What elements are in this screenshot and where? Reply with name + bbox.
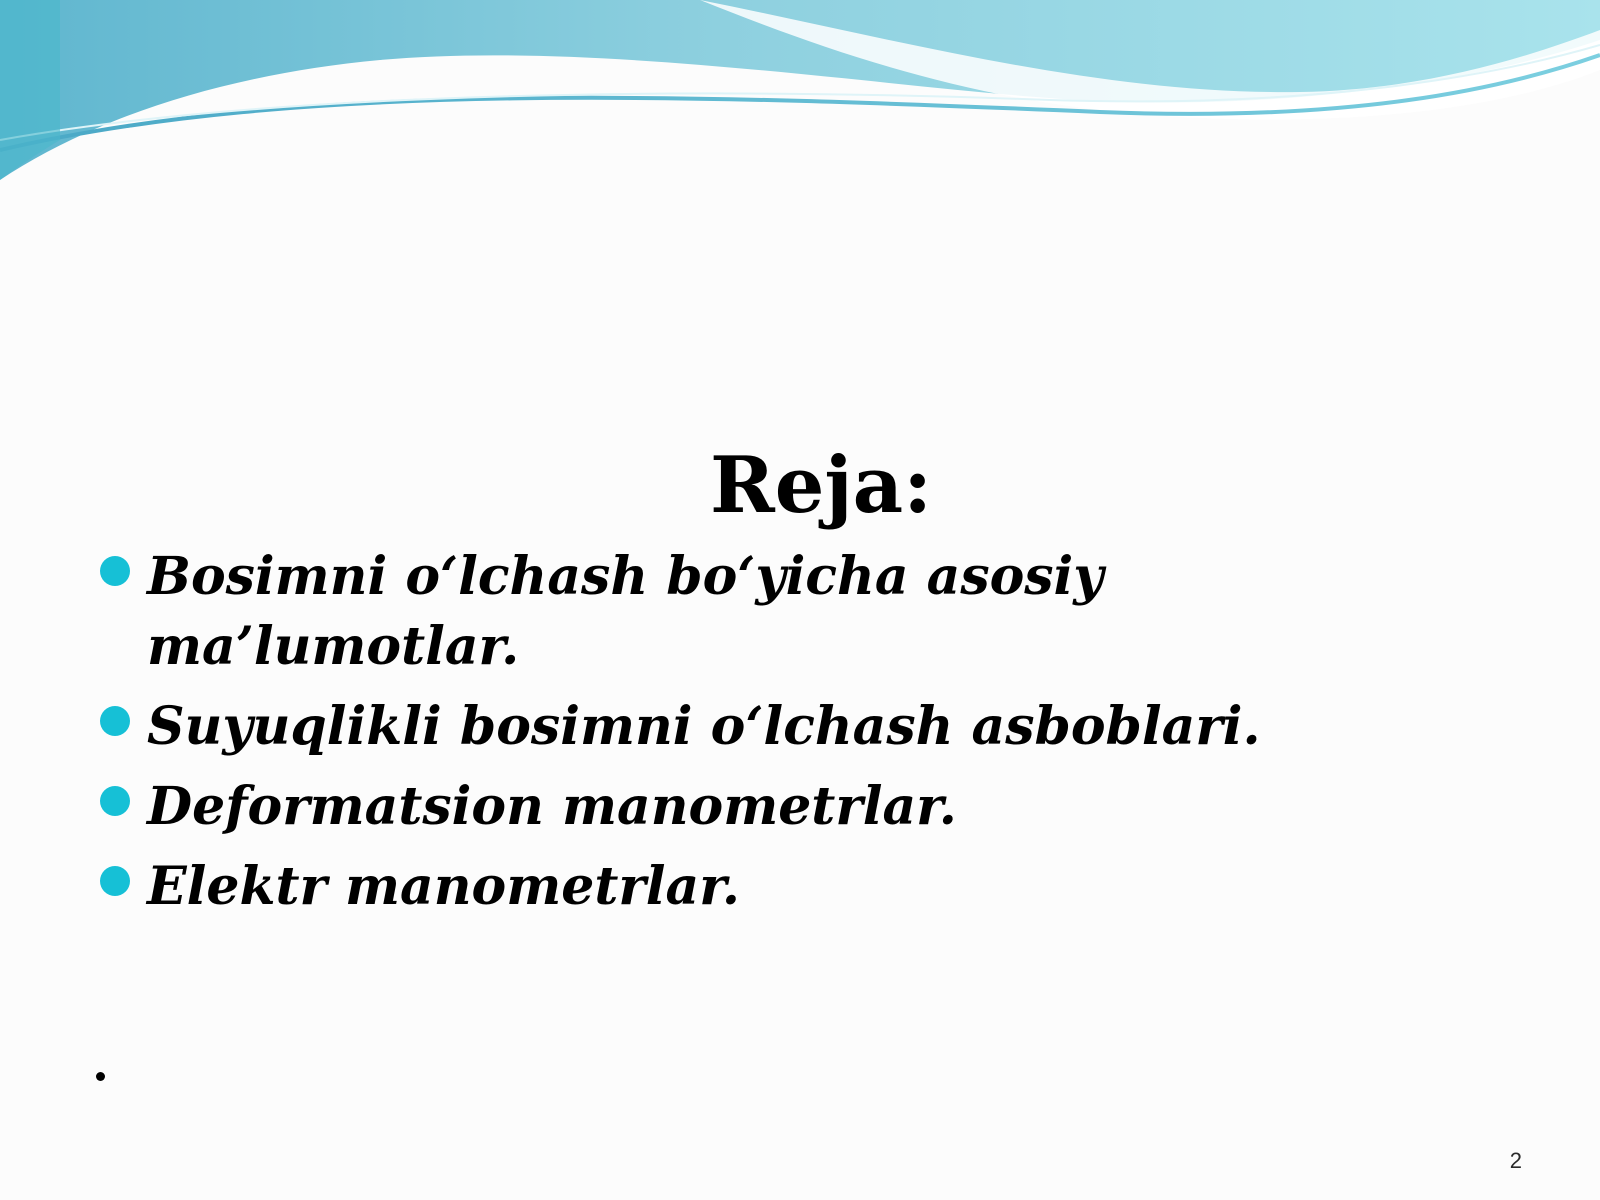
bullet-dot-icon — [100, 786, 130, 816]
slide-number: 2 — [1509, 1148, 1522, 1173]
slide-title: Reja: — [709, 440, 932, 531]
bullet-dot-icon — [100, 556, 130, 586]
empty-bullet-icon — [96, 1072, 105, 1081]
bullet-dot-icon — [100, 706, 130, 736]
list-item — [100, 852, 1380, 922]
list-item-text: Elektr manometrlar. — [147, 856, 740, 917]
header-wave-decoration — [0, 0, 1600, 190]
list-item-text: Deformatsion manometrlar. — [147, 776, 957, 837]
list-item — [100, 692, 1380, 762]
list-item-text: Bosimni o‘lchash bo‘yicha asosiy ma’lumotlar. — [147, 546, 1104, 677]
bullet-dot-icon — [100, 866, 130, 896]
list-item-text: Suyuqlikli bosimni o‘lchash asboblari. — [147, 696, 1261, 757]
list-item — [100, 772, 1380, 842]
agenda-list — [100, 542, 1380, 932]
list-item — [100, 542, 1380, 682]
